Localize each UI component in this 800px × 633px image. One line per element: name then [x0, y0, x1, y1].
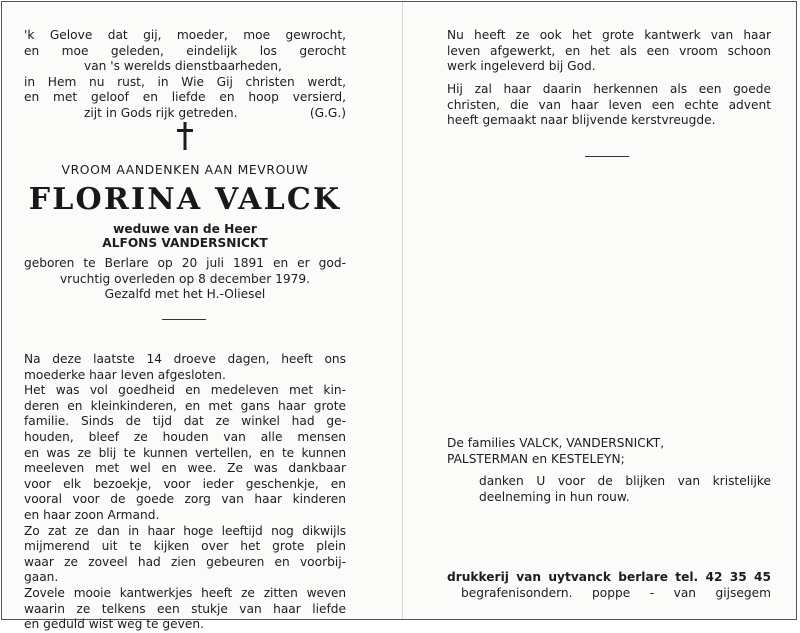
text-line: leven afgewerkt, en het als een vroom schoon: [447, 43, 771, 58]
pre-title: VROOM AANDENKEN AAN MEVROUW: [61, 162, 309, 177]
birth-death-text: [24, 256, 346, 303]
fold-line: [402, 2, 403, 619]
poem-line: in Hem nu rust, in Wie Gij christen werdt,: [24, 74, 346, 89]
bio-line: Zo zat ze dan in haar hoge leeftijd nog dikwijls: [24, 523, 346, 538]
birth-line: Gezalfd met het H.-Oliesel: [104, 287, 266, 302]
poem-line: en moe geleden, eindelijk los gerocht: [24, 43, 346, 58]
poem-line: van 's werelds dienstbaarheden,: [84, 59, 282, 74]
memorial-card: [1, 1, 797, 632]
separator-rule: [162, 319, 206, 320]
right-page: [447, 2, 771, 619]
deceased-name: FLORINA VALCK: [28, 182, 342, 217]
poem-last-line: [24, 106, 346, 122]
families: [447, 436, 771, 467]
family-line: PALSTERMAN en KESTELEYN;: [447, 451, 625, 466]
text-line: christen, die van haar leven een echte advent: [447, 97, 771, 112]
closing-paragraph-2: [447, 82, 771, 129]
latin-cross-icon: [174, 122, 196, 150]
bio-line: familie. Sinds de tijd dat ze winkel had ge-: [24, 414, 346, 429]
bio-line: voor elk bezoekje, voor ieder geschenkje, en: [24, 476, 346, 491]
bio-line: gaan.: [24, 570, 59, 585]
thanks: [479, 474, 771, 505]
bio-line: Het was vol goedheid en medeleven met kin-: [24, 383, 346, 398]
bio-line: Na deze laatste 14 droeve dagen, heeft ons: [24, 352, 346, 366]
poem: [24, 28, 346, 122]
poem-attribution: (G.G.): [309, 105, 346, 120]
separator-rule: [585, 156, 629, 157]
thanks-line: danken U voor de blijken van kristelijke: [479, 474, 771, 488]
bio-line: meeleven met wel en wee. Ze was dankbaar: [24, 461, 346, 476]
thanks-line: deelneming in hun rouw.: [479, 489, 630, 504]
biography: [24, 352, 346, 633]
printer-info: [447, 570, 771, 601]
widow-block: [24, 222, 346, 250]
birth-line: geboren te Berlare op 20 juli 1891 en er god-: [24, 256, 346, 270]
poem-line: en met geloof en liefde en hoop versierd,: [24, 90, 346, 105]
bio-line: mijmerend uit te kijken over het grote plein: [24, 539, 346, 554]
text-line: heeft gemaakt naar blijvende kerstvreugde.: [447, 113, 716, 128]
birth-line: vruchtig overleden op 8 december 1979.: [59, 271, 311, 286]
bio-line: en was ze blij te kunnen vertellen, en te kunnen: [24, 445, 346, 460]
poem-line: 'k Gelove dat gij, moeder, moe gewrocht,: [24, 28, 346, 42]
bio-line: en haar zoon Armand.: [24, 507, 160, 522]
bio-line: waar ze zoveel had zien gebeuren en voorbij-: [24, 554, 346, 569]
bio-line: moederke haar leven afgesloten.: [24, 367, 226, 382]
bio-line: Zovele mooie kantwerkjes heeft ze zitten weven: [24, 585, 346, 600]
husband-name: ALFONS VANDERSNICKT: [102, 236, 268, 250]
family-line: De families VALCK, VANDERSNICKT,: [447, 436, 665, 450]
poem-line: zijt in Gods rijk getreden.: [84, 105, 238, 120]
text-line: Hij zal haar daarin herkennen als een goede: [447, 82, 771, 96]
text-line: werk ingeleverd bij God.: [447, 59, 596, 74]
left-page: [24, 2, 346, 632]
bio-line: vooral voor de goede zorg van haar kinderen: [24, 492, 346, 507]
printer-line: begrafenisondern. poppe - van gijsegem: [461, 585, 771, 600]
widow-line: weduwe van de Heer: [113, 222, 257, 236]
closing-paragraph-1: [447, 28, 771, 75]
bio-line: houden, bleef ze houden van alle mensen: [24, 429, 346, 444]
bio-line: en geduld wist weg te geven.: [24, 617, 204, 632]
printer-line: drukkerij van uytvanck berlare tel. 42 35 45: [447, 570, 771, 584]
text-line: Nu heeft ze ook het grote kantwerk van haar: [447, 28, 771, 42]
bio-line: waarin ze telkens een stukje van haar liefde: [24, 601, 346, 616]
bio-line: deren en kleinkinderen, en met gans haar grote: [24, 398, 346, 413]
